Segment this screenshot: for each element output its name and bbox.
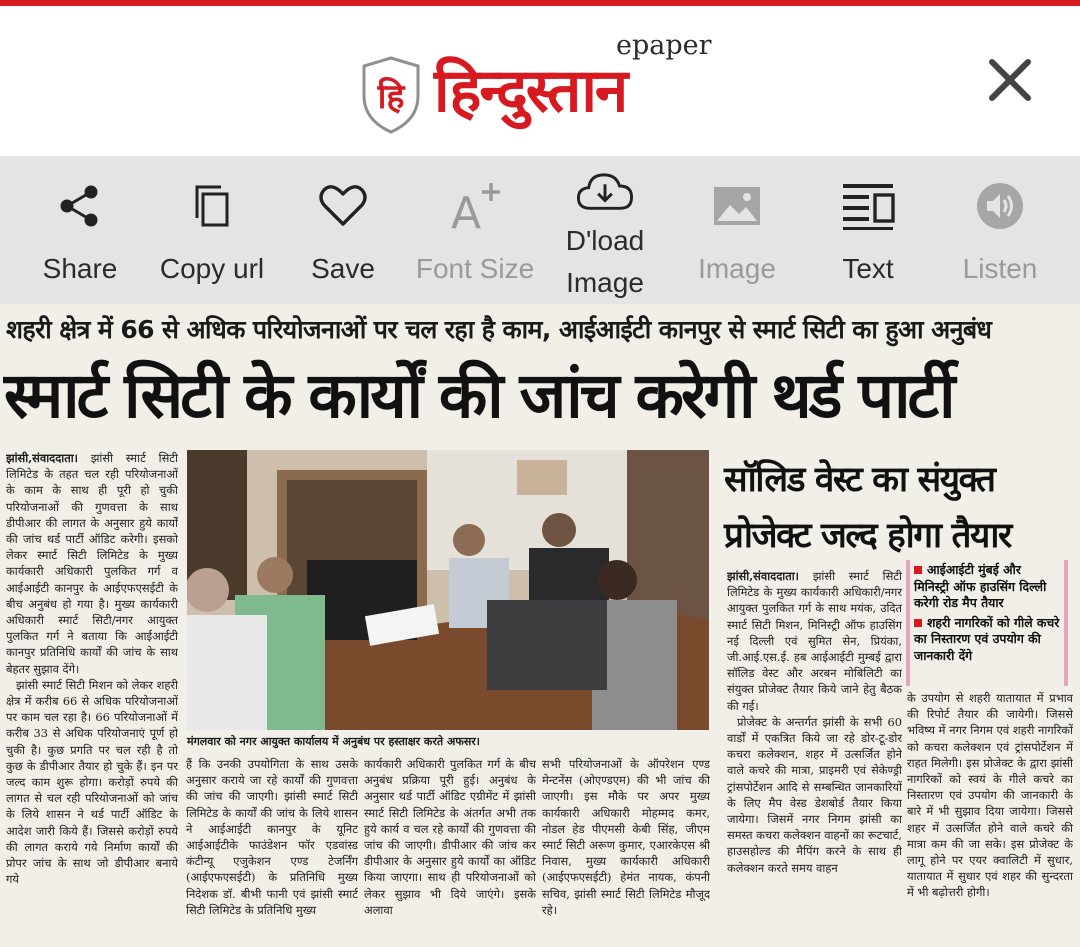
column-3-text: कार्यकारी अधिकारी पुलकित गर्ग के बीच अनुबंध प्रक्रिया पूरी हुई। अनुबंध के अनुसार थर्ड पार्टी ऑडिट एग्रीमेंट में झांसी स्मार्ट सिटी लिमिटेड के अंतर्गत अभी तक हुये कार्य व चल रहे कार्यों की गुणवत्ता की जांच की जाएगी। डीपीआर की जांच कर डीपीआर के अनुसार हुये कार्यों का ऑडिट किया जाएगा। साथ ही परियोजनाओं को लेकर सुझाव भी दिये जाएंगे। इसके अलावा bbox=[364, 757, 536, 917]
download-label-line1: D'load bbox=[565, 225, 645, 256]
download-image-button[interactable] bbox=[556, 156, 654, 304]
meeting-photo-image bbox=[187, 450, 709, 730]
side-body-b: प्रोजेक्ट के अन्तर्गत झांसी के सभी 60 वार्डों में एकत्रित किये जा रहे डोर-टू-डोर कचरा कलेक्शन, शहर में उत्सर्जित होने वाले कचरे की मात्रा, प्राइमरी एवं सेकेण्ड्री ट्रांसपोर्टेशन आदि से सम्बन्धित जानकारियों के लिए मैप वेस्ड डेशबोर्ड तैयार किया जायेगा। जिसमें नगर निगम झांसी का समस्त कचरा कलेक्शन वाहनों का रूटचार्ट, हाउसहोल्ड की मैपिंग करने के साथ ही कलेक्शन करते समय वाहन bbox=[727, 714, 902, 875]
text-label: Text bbox=[842, 253, 894, 284]
article-column-3 bbox=[364, 756, 536, 940]
column-1-paragraph-1: झांसी स्मार्ट सिटी लिमिटेड के तहत चल रही परियोजनाओं के काम के साथ ही पूरी हो चुकी परियोजनाओं की गुणवत्ता के साथ डीपीआर की लागत के अनुसार हुये कार्यों की जांच थर्ड पार्टी ऑडिट करेगी। इसको लेकर स्मार्ट सिटी लिमिटेड के मुख्य कार्यकारी अधिकारी पुलकित गर्ग व आईआईटी कानपुर के आईएफएसईटी के बीच अनुबंध हो गया है। मुख्य कार्यकारी अधिकारी स्मार्ट सिटी/नगर आयुक्त पुलकित गर्ग ने बताया कि आईआईटी कानपुर प्रतिनिधि कार्यों की जांच के साथ बेहतर सुझाव देंगे। bbox=[6, 451, 178, 676]
brand-shield-icon bbox=[360, 56, 422, 134]
svg-text:A: A bbox=[451, 188, 482, 231]
side-dateline: झांसी,संवाददाता। bbox=[727, 569, 799, 583]
side-headline-line-2: प्रोजेक्ट जल्द होगा तैयार bbox=[724, 516, 1011, 556]
brand-name: हिन्दुस्तान bbox=[434, 56, 627, 126]
side-story-highlights bbox=[906, 560, 1068, 686]
font-size-label: Font Size bbox=[415, 253, 535, 284]
side-story-column-1 bbox=[727, 568, 902, 940]
article-photo[interactable] bbox=[187, 450, 709, 730]
bullet-square-icon bbox=[914, 566, 922, 574]
image-icon bbox=[712, 183, 762, 229]
side-headline-line-1: सॉलिड वेस्ट का संयुक्त bbox=[724, 460, 995, 500]
article-toolbar bbox=[0, 156, 1080, 304]
brand-mark: हि bbox=[377, 77, 405, 117]
brand-logo[interactable] bbox=[360, 30, 720, 144]
cloud-download-icon bbox=[575, 167, 635, 217]
copy-url-label: Copy url bbox=[159, 253, 265, 284]
listen-button[interactable] bbox=[954, 156, 1046, 304]
image-button[interactable] bbox=[692, 156, 782, 304]
font-size-button[interactable] bbox=[410, 156, 540, 304]
image-label: Image bbox=[698, 253, 776, 284]
download-label-line2: Image bbox=[566, 267, 644, 298]
column-1-paragraph-2: झांसी स्मार्ट सिटी मिशन को लेकर शहरी क्षेत्र में करीब 66 से अधिक परियोजनाओं पर काम चल रहा है। 66 परियोजनाओं में करीब 33 से अधिक परियोजनाएं पूर्ण हो चुकी है। कुछ प्रगति पर चल रही है तो कुछ के डीपीआर तैयार हो चुके हैं। इन पर जल्द काम शुरू होगा। करोड़ों रुपये की लागत से चल रही परियोजनाओं को जांच के लिये शासन ने थर्ड पार्टी ऑडिट के आदेश जारी किये हैं। जिससे करोड़ों रुपये की लागत कराये गये निर्माण कार्यों की प्रोपर जांच के साथ जो डीपीआर बनाये गये bbox=[6, 677, 178, 887]
epaper-clip[interactable] bbox=[0, 304, 1080, 947]
dateline: झांसी,संवाददाता। bbox=[6, 451, 78, 465]
article-headline: स्मार्ट सिटी के कार्यों की जांच करेगी थर्ड पार्टी bbox=[4, 359, 953, 432]
side-story-headline bbox=[724, 452, 1074, 564]
highlight-1: आईआईटी मुंबई और मिनिस्ट्री ऑफ हाउसिंग दिल्ली करेगी रोड मैप तैयार bbox=[914, 562, 1047, 610]
save-label: Save bbox=[311, 253, 375, 284]
highlight-2: शहरी नागरिकों को गीले कचरे का निस्तारण एवं उपयोग की जानकारी देंगे bbox=[914, 614, 1060, 663]
copy-icon bbox=[189, 183, 235, 229]
side-body-a: झांसी स्मार्ट सिटी लिमिटेड के मुख्य कार्यकारी अधिकारी/नगर आयुक्त पुलकित गर्ग के साथ मयंक, उदित स्मार्ट सिटी मिशन, मिनिस्ट्री ऑफ हाउसिंग नई दिल्ली एवं सुमित सेन, प्रियंका, जी.आई.एस.ई. हब आईआईटी मुम्बई द्वारा सॉलिड वेस्ट और अरबन मोबिलिटी का संयुक्त प्रोजेक्ट तैयार किये जाने हेतु बैठक की गई। bbox=[727, 569, 902, 713]
side-body-c: के उपयोग से शहरी यातायात में प्रभाव की रिपोर्ट तैयार की जायेगी। जिससे भविष्य में नगर निगम एवं शहरी नागरिकों को कचरा कलेक्शन एवं ट्रांसपोर्टेशन में राहत मिलेगी। इस प्रोजेक्ट के द्वारा झांसी नागरिकों को स्वयं के गीले कचरे का निस्तारण एवं उपयोग की जानकारी के बारे में भी सुझाव दिया जायेगा। जिससे शहर में उत्सर्जित होने वाले कचरे की मात्रा कम की जा सके। इस प्रोजेक्ट के लागू होने पर एयर क्वालिटी में सुधार, यातायात में सुधार एवं शहर की सुन्दरता में भी बढ़ोत्तरी होगी। bbox=[907, 691, 1073, 900]
text-icon bbox=[841, 181, 895, 231]
copy-url-button[interactable] bbox=[154, 156, 270, 304]
article-column-1 bbox=[6, 450, 178, 940]
side-story-column-2 bbox=[907, 690, 1073, 940]
font-size-icon bbox=[449, 181, 501, 231]
bullet-square-icon bbox=[914, 619, 922, 627]
listen-label: Listen bbox=[962, 253, 1038, 284]
save-button[interactable] bbox=[306, 156, 380, 304]
speaker-icon bbox=[975, 181, 1025, 231]
article-kicker: शहरी क्षेत्र में 66 से अधिक परियोजनाओं पर चल रहा है काम, आईआईटी कानपुर से स्मार्ट सिटी का हुआ अनुबंध bbox=[6, 315, 992, 344]
app-header bbox=[0, 6, 1080, 156]
column-4-text: सभी परियोजनाओं के ऑपरेशन एण्ड मेन्टनेंस (ओएण्डएम) की भी जांच की जाएगी। इस मौके पर अपर मुख्य कार्यकारी अधिकारी मोहम्मद कमर, नोडल हेड पीएमसी केबी सिंह, जीएम स्मार्ट सिटी अरूण कुमार, एआरकेएस श्री निवास, मुख्य कार्यकारी अधिकारी (आईएफएसईटी) हेमंत नायक, कंपनी सचिव, झांसी स्मार्ट सिटी लिमिटेड मौजूद रहे। bbox=[542, 757, 710, 917]
close-icon[interactable] bbox=[982, 52, 1038, 108]
share-icon bbox=[57, 183, 103, 229]
column-2-text: हैं कि उनकी उपयोगिता के साथ उसके अनुसार कराये जा रहे कार्यों की गुणवत्ता की जांच की जाएगी। झांसी स्मार्ट सिटी लिमिटेड के कार्यों की जांच के लिये शासन ने आईआईटी कानपुर के यूनिट आईआईटीके फाउंडेशन फॉर एडवांस्ड कंटीन्यू एजुकेशन एण्ड टेजर्निंग (आईएफएसईटी) के प्रतिनिधि मुख्य निदेशक डॉ. बीभी फानी एवं झांसी स्मार्ट सिटी लिमिटेड के प्रतिनिधि मुख्य bbox=[186, 757, 358, 917]
text-button[interactable] bbox=[836, 156, 900, 304]
share-button[interactable] bbox=[40, 156, 120, 304]
photo-caption: मंगलवार को नगर आयुक्त कार्यालय में अनुबंध पर हस्ताक्षर करते अफसर। bbox=[187, 735, 480, 748]
article-column-2 bbox=[186, 756, 358, 940]
share-label: Share bbox=[42, 253, 118, 284]
article-column-4 bbox=[542, 756, 710, 940]
heart-icon bbox=[318, 183, 368, 229]
sub-brand: epaper bbox=[616, 30, 712, 61]
